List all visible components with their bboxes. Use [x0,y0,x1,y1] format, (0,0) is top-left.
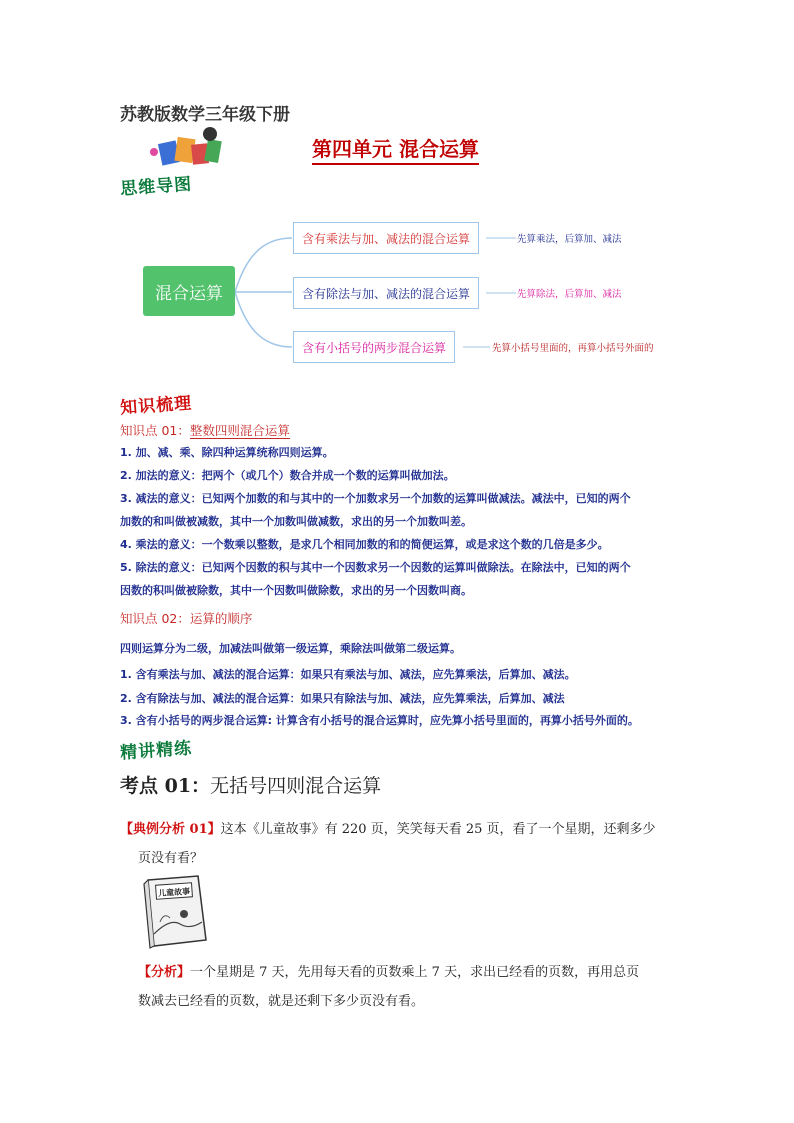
example-tag: 【典例分析 01】 [120,822,221,837]
connector-line [486,236,516,240]
unit-title: 第四单元 混合运算 [312,133,479,165]
example-question-line-2: 页没有看？ [138,851,204,866]
mindmap-branch-label: 含有小括号的两步混合运算 [302,340,447,355]
kp2-line: 四则运算分为二级，加减法叫做第一级运算，乘除法叫做第二级运算。 [120,642,461,655]
mindmap-branch-label: 含有乘法与加、减法的混合运算 [302,231,471,246]
exam-point-title: 无括号四则混合运算 [210,775,382,797]
knowledge-point-2 [120,609,252,627]
kp1-line: 3. 减法的意义：已知两个加数的和与其中的一个加数求另一个加数的运算叫做减法。减法中，已知的两个 [120,492,631,505]
grade-title: 苏教版数学三年级下册 [120,105,290,125]
kp1-line: 加数的和叫做被减数，其中一个加数叫做减数，求出的另一个加数叫差。 [120,515,472,528]
kp1-line: 因数的积叫做被除数，其中一个因数叫做除数，求出的另一个因数叫商。 [120,584,472,597]
analysis-text: 一个星期是 7 天，先用每天看的页数乘上 7 天，求出已经看的页数，再用总页 [190,965,640,980]
decorative-illustration [140,124,230,166]
kp-prefix: 知识点 01： [120,423,190,438]
mindmap-branch-parentheses [293,331,455,363]
example-question-line-1 [120,818,656,837]
section-title-practice: 精讲精练 [119,738,193,764]
kp-label: 运算的顺序 [189,611,253,626]
analysis-line-1 [138,961,639,980]
section-title-knowledge: 知识梳理 [119,393,193,419]
storybook-illustration [140,874,212,950]
mindmap-note: 先算除法，后算加、减法 [517,289,622,300]
analysis-line-2: 数减去已经看的页数，就是还剩下多少页没有看。 [138,994,425,1009]
kp2-line: 3. 含有小括号的两步混合运算: 计算含有小括号的混合运算时，应先算小括号里面的，再算小括号外面的。 [120,714,639,727]
mindmap-branch-multiplication [293,222,479,254]
section-title-mindmap: 思维导图 [119,174,193,200]
kp1-line: 1. 加、减、乘、除四种运算统称四则运算。 [120,446,334,459]
analysis-tag: 【分析】 [138,965,191,980]
mindmap-branch-label: 含有除法与加、减法的混合运算 [302,286,471,301]
connector-line [486,291,516,295]
kp1-line: 5. 除法的意义：已知两个因数的积与其中一个因数求另一个因数的运算叫做除法。在除法中，已知的两个 [120,561,631,574]
exam-point-heading [120,771,381,798]
knowledge-point-1 [120,421,290,439]
kp2-line: 1. 含有乘法与加、减法的混合运算：如果只有乘法与加、减法，应先算乘法，后算加、减法。 [120,668,576,681]
mindmap-root: 混合运算 [143,266,235,316]
kp-prefix: 知识点 02： [120,611,190,626]
storybook-cover-text: 儿童故事 [157,886,191,899]
connector-line [463,345,490,349]
mindmap-note: 先算小括号里面的，再算小括号外面的 [492,343,654,354]
mindmap-branch-division [293,277,479,309]
kp-label: 整数四则混合运算 [189,423,290,438]
example-text: 这本《儿童故事》有 220 页，笑笑每天看 25 页，看了一个星期，还剩多少 [220,822,656,837]
exam-point-number: 考点 01： [120,775,211,797]
kp1-line: 2. 加法的意义：把两个（或几个）数合并成一个数的运算叫做加法。 [120,469,455,482]
kp1-line: 4. 乘法的意义：一个数乘以整数，是求几个相同加数的和的简便运算，或是求这个数的几倍是多少。 [120,538,609,551]
kp2-line: 2. 含有除法与加、减法的混合运算：如果只有除法与加、减法，应先算乘法，后算加、减法 [120,692,565,705]
mindmap-note: 先算乘法，后算加、减法 [517,234,622,245]
